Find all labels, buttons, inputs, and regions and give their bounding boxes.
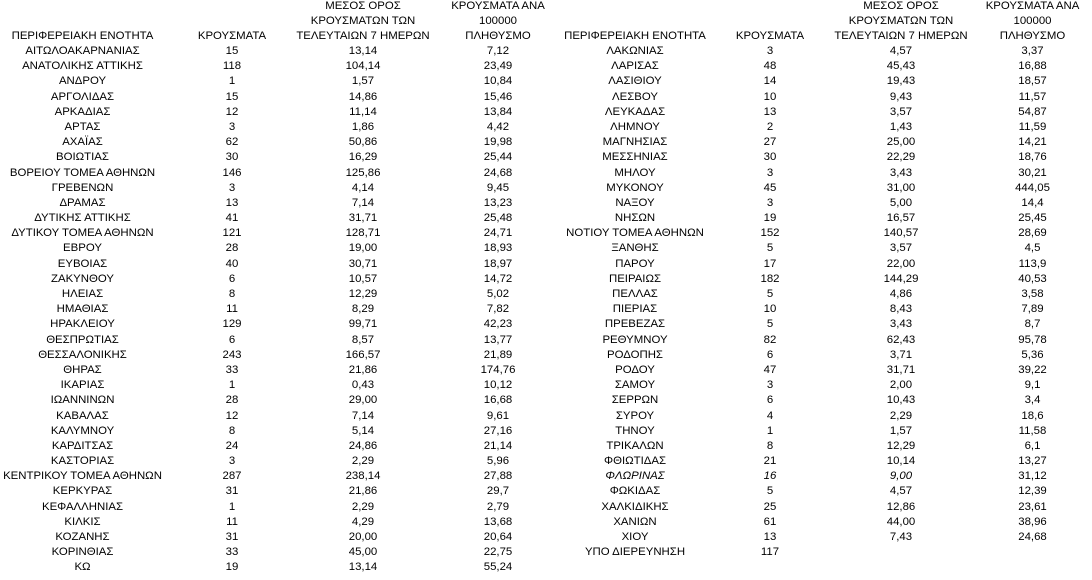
cell-per100k: 18,57 (1018, 75, 1047, 88)
cell-per100k: 113,9 (1018, 257, 1047, 270)
cell-region: ΚΩ (74, 561, 91, 574)
cell-region: ΘΕΣΠΡΩΤΙΑΣ (46, 333, 119, 346)
cell-per100k: 13,77 (483, 333, 513, 346)
cell-avg7: 24,86 (348, 439, 378, 452)
cell-region: ΘΗΡΑΣ (63, 363, 102, 376)
cell-avg7: 16,29 (348, 151, 378, 164)
cell-cases: 33 (225, 363, 239, 376)
cell-per100k: 10,12 (483, 379, 513, 392)
cell-cases: 5 (766, 485, 774, 498)
cell-region: ΘΕΣΣΑΛΟΝΙΚΗΣ (38, 348, 127, 361)
cell-per100k: 3,4 (1024, 394, 1041, 407)
cell-per100k: 21,89 (483, 348, 513, 361)
cell-cases: 3 (228, 455, 236, 468)
cell-region: ΑΙΤΩΛΟΑΚΑΡΝΑΝΙΑΣ (25, 45, 140, 57)
cell-cases: 45 (763, 181, 777, 194)
cell-avg7: 22,29 (886, 151, 916, 164)
cell-cases: 121 (222, 227, 242, 240)
cell-per100k: 13,84 (483, 105, 513, 118)
cell-per100k: 27,16 (483, 424, 513, 437)
cell-cases: 41 (225, 212, 239, 225)
cell-avg7: 9,43 (889, 90, 913, 103)
cell-region: ΠΕΙΡΑΙΩΣ (608, 272, 662, 285)
cell-cases: 8 (766, 439, 774, 452)
cell-cases: 3 (766, 45, 774, 57)
cell-avg7: 10,14 (886, 455, 916, 468)
cell-cases: 1 (766, 424, 774, 437)
cell-cases: 61 (763, 515, 777, 528)
cell-cases: 6 (228, 272, 236, 285)
cell-avg7: 104,14 (345, 60, 381, 73)
cell-region: ΦΘΙΩΤΙΔΑΣ (604, 455, 666, 468)
cell-avg7: 238,14 (345, 470, 381, 483)
header-avg7: ΜΕΣΟΣ ΟΡΟΣ ΚΡΟΥΣΜΑΤΩΝ ΤΩΝ ΤΕΛΕΥΤΑΙΩΝ 7 ΗΜΕΡΩΝ (834, 0, 968, 42)
cell-region: ΡΟΔΟΠΗΣ (607, 348, 663, 361)
cell-region: ΖΑΚΥΝΘΟΥ (51, 272, 114, 285)
cell-avg7: 5,00 (889, 196, 913, 209)
cell-region: ΒΟΡΕΙΟΥ ΤΟΜΕΑ ΑΘΗΝΩΝ (9, 166, 156, 179)
cell-avg7: 31,00 (886, 181, 916, 194)
cell-cases: 11 (226, 303, 238, 316)
cell-cases: 129 (222, 318, 242, 331)
cell-avg7: 11,14 (349, 105, 377, 118)
cell-per100k: 23,49 (483, 60, 513, 73)
cell-avg7: 20,00 (348, 531, 378, 543)
cell-region: ΧΑΝΙΩΝ (613, 515, 657, 528)
cell-region: ΝΗΣΩΝ (614, 212, 656, 225)
cell-per100k: 31,12 (1018, 470, 1047, 483)
cell-per100k: 30,21 (1018, 166, 1047, 179)
cell-region: ΚΑΣΤΟΡΙΑΣ (50, 455, 115, 468)
cell-avg7: 8,57 (351, 333, 375, 346)
cell-region: ΚΕΝΤΡΙΚΟΥ ΤΟΜΕΑ ΑΘΗΝΩΝ (3, 470, 162, 483)
cell-per100k: 24,68 (483, 166, 513, 179)
cell-region: ΕΥΒΟΙΑΣ (57, 257, 108, 270)
cell-per100k: 9,1 (1024, 379, 1041, 392)
cell-avg7: 3,57 (889, 105, 913, 118)
cell-cases: 30 (763, 151, 777, 164)
cell-cases: 287 (222, 470, 242, 483)
cell-region: ΠΑΡΟΥ (615, 257, 655, 270)
cell-avg7: 2,00 (889, 379, 913, 392)
cell-avg7: 3,43 (889, 166, 913, 179)
cell-region: ΗΛΕΙΑΣ (61, 288, 104, 300)
cell-avg7: 12,86 (886, 500, 916, 513)
cell-per100k: 7,89 (1021, 303, 1044, 316)
cell-cases: 30 (225, 151, 239, 164)
cell-cases: 1 (228, 379, 236, 392)
cell-avg7: 16,57 (886, 212, 916, 225)
cell-cases: 12 (225, 105, 239, 118)
cell-cases: 243 (222, 348, 242, 361)
cell-per100k: 13,68 (483, 515, 513, 528)
cell-region: ΑΡΓΟΛΙΔΑΣ (50, 90, 115, 103)
cell-region: ΗΡΑΚΛΕΙΟΥ (50, 318, 115, 331)
cell-avg7: 62,43 (886, 333, 916, 346)
cell-per100k: 174,76 (480, 363, 516, 376)
cell-cases: 31 (225, 531, 239, 543)
cell-cases: 82 (763, 333, 777, 346)
cell-avg7: 12,29 (886, 439, 916, 452)
cell-avg7: 31,71 (886, 363, 916, 376)
cell-region: ΧΙΟΥ (621, 531, 649, 543)
cell-region: ΑΡΚΑΔΙΑΣ (54, 105, 111, 118)
cell-region: ΣΑΜΟΥ (614, 379, 656, 392)
cell-per100k: 40,53 (1018, 272, 1047, 285)
cell-per100k: 25,45 (1018, 212, 1047, 225)
cell-cases: 13 (763, 105, 777, 118)
cell-avg7: 25,00 (886, 136, 916, 149)
cell-cases: 27 (763, 136, 777, 149)
cell-region: ΦΩΚΙΔΑΣ (609, 485, 661, 498)
cell-avg7: 3,71 (889, 348, 913, 361)
cell-per100k: 13,27 (1018, 455, 1047, 468)
cell-region: ΡΕΘΥΜΝΟΥ (602, 333, 668, 346)
cell-avg7: 1,43 (889, 120, 913, 133)
cell-per100k: 3,37 (1021, 45, 1044, 57)
cell-region: ΛΑΡΙΣΑΣ (611, 60, 659, 73)
cell-cases: 3 (766, 166, 774, 179)
cell-per100k: 28,69 (1018, 227, 1047, 240)
cell-per100k: 24,71 (483, 227, 513, 240)
cell-region: ΛΕΥΚΑΔΑΣ (604, 105, 666, 118)
cell-per100k: 444,05 (1015, 181, 1050, 194)
cell-region: ΛΗΜΝΟΥ (610, 120, 660, 133)
cell-per100k: 39,22 (1018, 363, 1047, 376)
cell-region: ΜΕΣΣΗΝΙΑΣ (602, 151, 668, 164)
cell-cases: 1 (228, 75, 236, 88)
cell-cases: 5 (766, 242, 774, 255)
cell-avg7: 31,71 (348, 212, 378, 225)
cell-avg7: 144,29 (883, 272, 919, 285)
cell-region: ΕΒΡΟΥ (63, 242, 102, 255)
cell-per100k: 95,78 (1018, 333, 1047, 346)
cell-region: ΦΛΩΡΙΝΑΣ (605, 470, 665, 483)
cell-region: ΥΠΟ ΔΙΕΡΕΥΝΗΣΗ (584, 546, 686, 559)
cell-cases: 2 (766, 120, 774, 133)
cell-per100k: 24,68 (1018, 531, 1047, 543)
cell-per100k: 19,98 (483, 136, 513, 149)
cell-region: ΑΝΑΤΟΛΙΚΗΣ ΑΤΤΙΚΗΣ (22, 60, 143, 73)
cell-avg7: 3,43 (889, 318, 913, 331)
cell-cases: 28 (225, 394, 239, 407)
cell-cases: 25 (763, 500, 777, 513)
cell-avg7: 125,86 (345, 166, 381, 179)
cell-per100k: 10,84 (483, 75, 513, 88)
cell-region: ΔΥΤΙΚΟΥ ΤΟΜΕΑ ΑΘΗΝΩΝ (11, 227, 154, 240)
cell-avg7: 1,57 (889, 424, 913, 437)
cell-cases: 8 (228, 424, 236, 437)
cell-cases: 146 (222, 166, 242, 179)
cell-avg7: 99,71 (348, 318, 378, 331)
cell-region: ΛΑΚΩΝΙΑΣ (606, 45, 664, 57)
cell-avg7: 3,57 (889, 242, 913, 255)
cell-cases: 10 (763, 90, 777, 103)
cell-cases: 15 (225, 90, 239, 103)
cell-cases: 5 (766, 288, 774, 300)
cell-avg7: 21,86 (348, 485, 378, 498)
cell-cases: 182 (760, 272, 780, 285)
cell-avg7: 4,14 (351, 181, 375, 194)
cell-per100k: 23,61 (1018, 500, 1047, 513)
cell-cases: 4 (766, 409, 774, 422)
cell-per100k: 14,4 (1021, 196, 1044, 209)
cell-cases: 6 (766, 348, 774, 361)
cell-per100k: 16,68 (483, 394, 513, 407)
cell-per100k: 25,48 (483, 212, 513, 225)
cell-region: ΚΟΡΙΝΘΙΑΣ (51, 546, 114, 559)
cell-cases: 12 (225, 409, 239, 422)
cell-region: ΜΥΚΟΝΟΥ (606, 181, 664, 194)
cell-avg7: 30,71 (348, 257, 378, 270)
cell-per100k: 9,45 (486, 181, 510, 194)
cell-cases: 17 (763, 257, 777, 270)
cell-per100k: 6,1 (1024, 439, 1041, 452)
cell-cases: 19 (225, 561, 239, 574)
cell-region: ΣΕΡΡΩΝ (611, 394, 659, 407)
cell-avg7: 128,71 (345, 227, 381, 240)
cell-cases: 6 (766, 394, 774, 407)
cell-avg7: 12,29 (348, 288, 378, 300)
cell-region: ΓΡΕΒΕΝΩΝ (51, 181, 114, 194)
cell-region: ΣΥΡΟΥ (615, 409, 655, 422)
cell-region: ΤΡΙΚΑΛΩΝ (606, 439, 664, 452)
cell-region: ΠΡΕΒΕΖΑΣ (604, 318, 666, 331)
cell-region: ΛΕΣΒΟΥ (612, 90, 658, 103)
cell-cases: 152 (760, 227, 780, 240)
cell-per100k: 14,72 (483, 272, 513, 285)
cell-cases: 48 (763, 60, 777, 73)
cell-cases: 31 (225, 485, 239, 498)
cell-region: ΑΧΑΪΑΣ (62, 136, 103, 149)
cell-per100k: 16,88 (1018, 60, 1047, 73)
cell-region: ΚΙΛΚΙΣ (64, 515, 101, 528)
cell-cases: 6 (228, 333, 236, 346)
cell-avg7: 22,00 (886, 257, 916, 270)
cell-cases: 3 (228, 181, 236, 194)
cell-per100k: 4,42 (486, 120, 510, 133)
cell-cases: 16 (763, 470, 777, 483)
cell-cases: 11 (226, 515, 238, 528)
cell-per100k: 25,44 (483, 151, 513, 164)
cell-region: ΗΜΑΘΙΑΣ (56, 303, 109, 316)
cell-region: ΙΩΑΝΝΙΝΩΝ (50, 394, 115, 407)
cell-per100k: 18,6 (1021, 409, 1044, 422)
cell-region: ΜΑΓΝΗΣΙΑΣ (602, 136, 668, 149)
cell-avg7: 7,14 (351, 196, 375, 209)
cell-cases: 33 (225, 546, 239, 559)
cell-region: ΝΑΞΟΥ (615, 196, 655, 209)
cell-per100k: 42,23 (483, 318, 513, 331)
cell-region: ΚΑΒΑΛΑΣ (56, 409, 109, 422)
cell-per100k: 21,14 (483, 439, 513, 452)
cell-region: ΔΡΑΜΑΣ (59, 196, 106, 209)
cell-cases: 47 (763, 363, 777, 376)
cell-region: ΛΑΣΙΘΙΟΥ (608, 75, 662, 88)
cell-region: ΑΝΔΡΟΥ (58, 75, 107, 88)
cell-per100k: 18,76 (1018, 151, 1047, 164)
cell-per100k: 13,23 (483, 196, 513, 209)
cell-cases: 5 (766, 318, 774, 331)
cell-avg7: 7,43 (889, 531, 913, 543)
cell-region: ΔΥΤΙΚΗΣ ΑΤΤΙΚΗΣ (34, 212, 131, 225)
cell-cases: 1 (228, 500, 236, 513)
cell-cases: 28 (225, 242, 239, 255)
cell-cases: 21 (763, 455, 777, 468)
cell-region: ΧΑΛΚΙΔΙΚΗΣ (601, 500, 669, 513)
cell-region: ΑΡΤΑΣ (64, 120, 101, 133)
cell-cases: 62 (225, 136, 239, 149)
cell-avg7: 140,57 (883, 227, 919, 240)
header-cases: ΚΡΟΥΣΜΑΤΑ (735, 30, 805, 42)
cell-region: ΒΟΙΩΤΙΑΣ (56, 151, 109, 164)
cell-cases: 14 (763, 75, 777, 88)
cell-avg7: 1,86 (351, 120, 375, 133)
cell-region: ΠΙΕΡΙΑΣ (612, 303, 658, 316)
cell-avg7: 4,57 (889, 485, 913, 498)
cell-per100k: 2,79 (486, 500, 510, 513)
cell-per100k: 11,57 (1018, 90, 1047, 103)
cell-cases: 13 (225, 196, 239, 209)
cell-avg7: 4,29 (351, 515, 375, 528)
cell-per100k: 9,61 (486, 409, 510, 422)
cell-per100k: 54,87 (1018, 105, 1047, 118)
cell-avg7: 0,43 (351, 379, 375, 392)
cell-cases: 24 (225, 439, 239, 452)
cell-per100k: 18,93 (483, 242, 513, 255)
cell-avg7: 29,00 (348, 394, 378, 407)
header-per100k: ΚΡΟΥΣΜΑΤΑ ΑΝΑ 100000 ΠΛΗΘΥΣΜΟ (451, 0, 545, 42)
cell-per100k: 7,82 (486, 303, 510, 316)
cell-per100k: 5,96 (486, 455, 510, 468)
cell-cases: 13 (763, 531, 777, 543)
cell-per100k: 12,39 (1018, 485, 1047, 498)
cell-avg7: 50,86 (348, 136, 378, 149)
cell-region: ΝΟΤΙΟΥ ΤΟΜΕΑ ΑΘΗΝΩΝ (566, 227, 704, 240)
cell-cases: 3 (766, 196, 774, 209)
cell-region: ΤΗΝΟΥ (615, 424, 655, 437)
cell-region: ΙΚΑΡΙΑΣ (60, 379, 105, 392)
cell-per100k: 29,7 (486, 485, 510, 498)
header-avg7: ΜΕΣΟΣ ΟΡΟΣ ΚΡΟΥΣΜΑΤΩΝ ΤΩΝ ΤΕΛΕΥΤΑΙΩΝ 7 ΗΜΕΡΩΝ (296, 0, 430, 42)
cell-avg7: 8,29 (351, 303, 375, 316)
cell-per100k: 15,46 (483, 90, 513, 103)
cell-avg7: 19,00 (348, 242, 378, 255)
cell-per100k: 4,5 (1024, 242, 1041, 255)
cell-avg7: 4,57 (889, 45, 913, 57)
cell-region: ΚΑΡΔΙΤΣΑΣ (51, 439, 114, 452)
cell-per100k: 38,96 (1018, 515, 1047, 528)
cell-avg7: 21,86 (348, 363, 378, 376)
cell-avg7: 10,43 (886, 394, 916, 407)
cell-avg7: 19,43 (886, 75, 916, 88)
cell-avg7: 8,43 (889, 303, 913, 316)
cell-avg7: 4,86 (889, 288, 913, 300)
cell-region: ΞΑΝΘΗΣ (611, 242, 659, 255)
cell-avg7: 166,57 (345, 348, 381, 361)
cell-cases: 8 (228, 288, 236, 300)
header-cases: ΚΡΟΥΣΜΑΤΑ (197, 30, 267, 42)
cell-avg7: 2,29 (351, 500, 375, 513)
cell-avg7: 45,00 (348, 546, 378, 559)
cell-cases: 15 (225, 45, 239, 57)
cell-per100k: 27,88 (483, 470, 513, 483)
cell-cases: 3 (228, 120, 236, 133)
cell-region: ΜΗΛΟΥ (614, 166, 656, 179)
cell-avg7: 2,29 (889, 409, 913, 422)
cell-region: ΡΟΔΟΥ (615, 363, 655, 376)
cell-cases: 40 (225, 257, 239, 270)
cell-region: ΚΑΛΥΜΝΟΥ (50, 424, 115, 437)
cell-cases: 19 (763, 212, 777, 225)
cell-per100k: 20,64 (483, 531, 513, 543)
cell-per100k: 7,12 (486, 45, 510, 57)
cell-per100k: 22,75 (483, 546, 513, 559)
cell-per100k: 11,59 (1018, 120, 1047, 133)
cell-avg7: 13,14 (348, 561, 378, 574)
cell-avg7: 14,86 (348, 90, 378, 103)
cell-avg7: 44,00 (886, 515, 916, 528)
cell-region: ΚΕΡΚΥΡΑΣ (52, 485, 113, 498)
cell-region: ΚΕΦΑΛΛΗΝΙΑΣ (41, 500, 124, 513)
cell-cases: 118 (222, 60, 242, 73)
cell-avg7: 2,29 (351, 455, 375, 468)
cell-avg7: 1,57 (351, 75, 375, 88)
cell-avg7: 10,57 (348, 272, 378, 285)
cell-per100k: 5,02 (486, 288, 510, 300)
cell-avg7: 5,14 (351, 424, 375, 437)
cell-per100k: 8,7 (1024, 318, 1041, 331)
cell-region: ΠΕΛΛΑΣ (612, 288, 658, 300)
cell-per100k: 3,58 (1021, 288, 1044, 300)
cell-cases: 3 (766, 379, 774, 392)
header-region: ΠΕΡΙΦΕΡΕΙΑΚΗ ΕΝΟΤΗΤΑ (11, 30, 154, 42)
cell-avg7: 13,14 (348, 45, 378, 57)
cell-region: ΚΟΖΑΝΗΣ (55, 531, 110, 543)
header-per100k: ΚΡΟΥΣΜΑΤΑ ΑΝΑ 100000 ΠΛΗΘΥΣΜΟ (985, 0, 1080, 42)
cell-cases: 117 (760, 546, 780, 559)
cell-avg7: 9,00 (889, 470, 913, 483)
cell-avg7: 45,43 (886, 60, 916, 73)
cell-per100k: 5,36 (1021, 348, 1044, 361)
cell-avg7: 7,14 (351, 409, 375, 422)
cell-per100k: 55,24 (483, 561, 513, 574)
cell-per100k: 14,21 (1018, 136, 1047, 149)
header-region: ΠΕΡΙΦΕΡΕΙΑΚΗ ΕΝΟΤΗΤΑ (564, 30, 706, 42)
cell-per100k: 11,58 (1018, 424, 1047, 437)
cell-per100k: 18,97 (483, 257, 513, 270)
cell-cases: 10 (763, 303, 777, 316)
